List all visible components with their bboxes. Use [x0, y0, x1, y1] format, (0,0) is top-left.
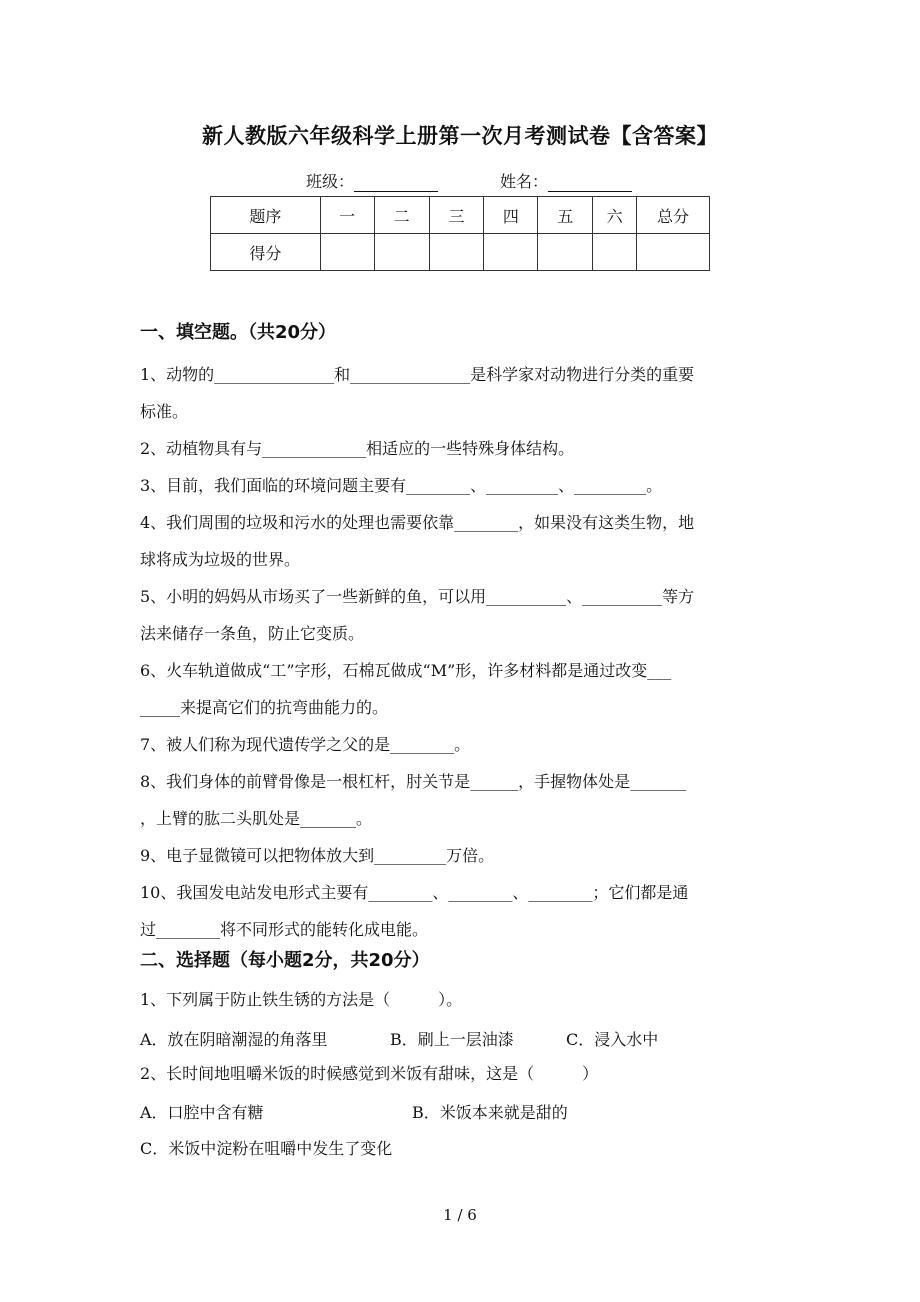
score-table-score-row — [211, 234, 710, 271]
name-blank — [548, 174, 632, 192]
score-cell-total: 总分 — [637, 197, 710, 234]
section2-heading: 二、选择题（每小题2分，共20分） — [140, 950, 430, 971]
q2-option-b: B．米饭本来就是甜的 — [412, 1103, 568, 1122]
question-line: 过________将不同形式的能转化成电能。 — [140, 920, 429, 939]
name-label: 姓名： — [500, 172, 549, 191]
q1-option-b: B．刷上一层油漆 — [390, 1030, 514, 1049]
score-input-1 — [320, 234, 374, 271]
choice-question-1 — [140, 981, 790, 1018]
question-line: 5、小明的妈妈从市场买了一些新鲜的鱼，可以用__________、__________等方 — [140, 587, 695, 606]
score-input-2 — [374, 234, 429, 271]
question-line: _____来提高它们的抗弯曲能力的。 — [140, 698, 389, 717]
score-cell-5: 五 — [538, 197, 593, 234]
question-line: ，上臂的肱二头肌处是_______。 — [140, 809, 373, 828]
score-input-3 — [429, 234, 484, 271]
class-field — [306, 169, 438, 192]
section1-heading: 一、填空题。（共20分） — [140, 322, 337, 343]
score-input-4 — [484, 234, 538, 271]
class-blank — [354, 174, 438, 192]
question-line: 10、我国发电站发电形式主要有________、________、________；它们都是通 — [140, 883, 689, 902]
name-field — [500, 169, 632, 192]
question-line: 球将成为垃圾的世界。 — [140, 550, 301, 569]
question-line: 2、动植物具有与_____________相适应的一些特殊身体结构。 — [140, 439, 575, 458]
question-line: 4、我们周围的垃圾和污水的处理也需要依靠________，如果没有这类生物，地 — [140, 513, 695, 532]
score-input-5 — [538, 234, 593, 271]
score-row-label: 得分 — [211, 234, 321, 271]
class-label: 班级： — [306, 172, 355, 191]
score-cell-3: 三 — [429, 197, 484, 234]
score-input-6 — [593, 234, 637, 271]
q1-option-a: A．放在阴暗潮湿的角落里 — [140, 1030, 328, 1049]
score-table-header-row — [211, 197, 710, 234]
question-line: 法来储存一条鱼，防止它变质。 — [140, 624, 365, 643]
question-line: 1、动物的_______________和_______________是科学家对动物进行分类的重要 — [140, 365, 695, 384]
question-text: 2、长时间地咀嚼米饭的时候感觉到米饭有甜味，这是（ ） — [140, 1064, 599, 1083]
question-line: 3、目前，我们面临的环境问题主要有________、_________、_________。 — [140, 476, 663, 495]
choice-question-2 — [140, 1055, 790, 1092]
exam-title: 新人教版六年级科学上册第一次月考测试卷【含答案】 — [202, 124, 718, 148]
score-cell-6: 六 — [593, 197, 637, 234]
fill-in-questions — [140, 356, 790, 948]
question-line: 7、被人们称为现代遗传学之父的是________。 — [140, 735, 471, 754]
score-input-total — [637, 234, 710, 271]
q2-option-a: A．口腔中含有糖 — [140, 1103, 264, 1122]
score-cell-4: 四 — [484, 197, 538, 234]
question-line: 6、火车轨道做成“工”字形，石棉瓦做成“M”形，许多材料都是通过改变___ — [140, 661, 672, 680]
question-line: 标准。 — [140, 402, 189, 421]
question-text: 1、下列属于防止铁生锈的方法是（ ）。 — [140, 990, 463, 1009]
score-cell-label: 题序 — [211, 197, 321, 234]
question-line: 8、我们身体的前臂骨像是一根杠杆，肘关节是______，手握物体处是_______ — [140, 772, 687, 791]
q2-option-c: C．米饭中淀粉在咀嚼中发生了变化 — [140, 1139, 393, 1158]
question-line: 9、电子显微镜可以把物体放大到_________万倍。 — [140, 846, 495, 865]
score-table — [210, 196, 710, 271]
page-number: 1 / 6 — [443, 1206, 477, 1224]
score-cell-2: 二 — [374, 197, 429, 234]
score-cell-1: 一 — [320, 197, 374, 234]
q1-option-c: C．浸入水中 — [566, 1030, 659, 1049]
